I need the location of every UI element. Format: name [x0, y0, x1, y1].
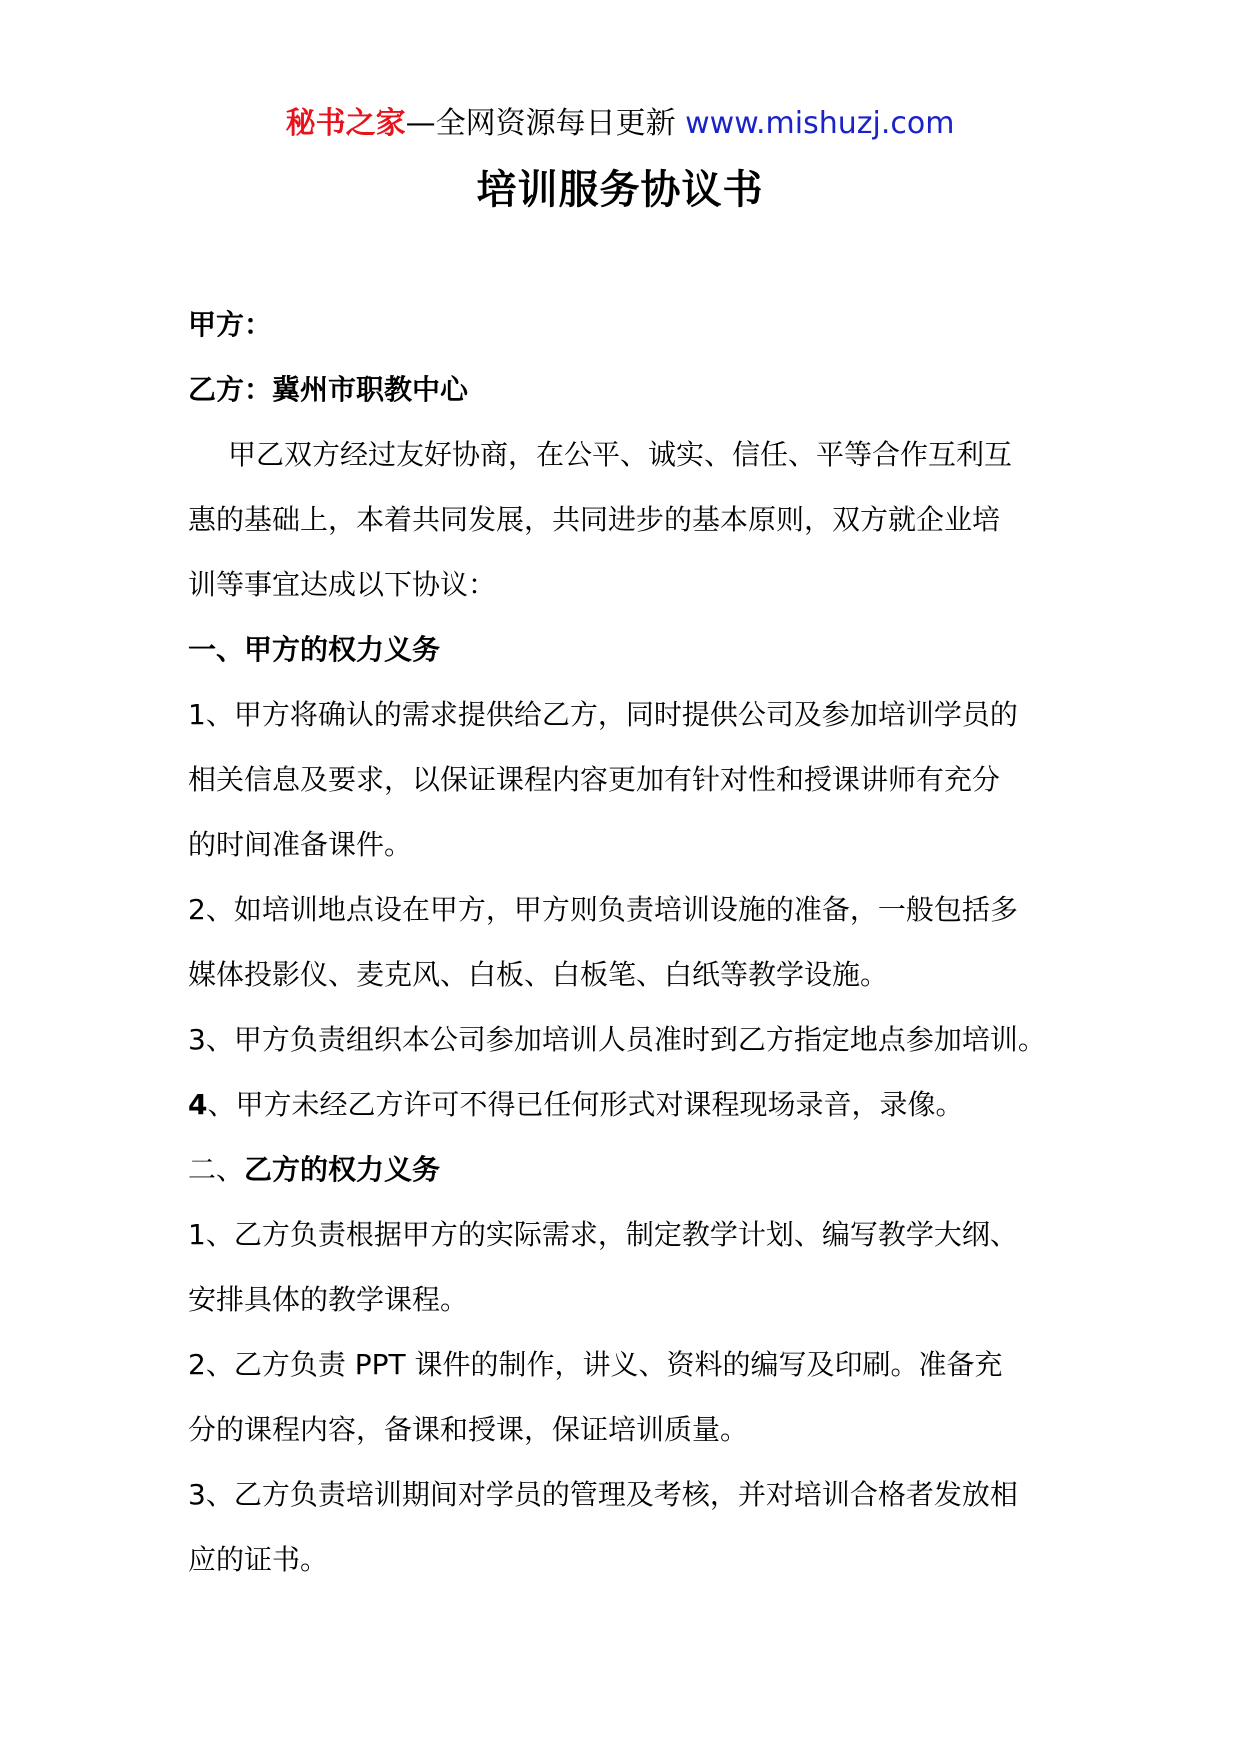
header-slogan: —全网资源每日更新	[405, 106, 686, 141]
section-2-heading-prefix: 二、	[188, 1153, 245, 1186]
document-body	[188, 292, 1068, 1592]
document-title: 培训服务协议书	[476, 167, 764, 213]
clause-line: 应的证书。	[188, 1543, 329, 1576]
clause-line: 2、乙方负责 PPT 课件的制作，讲义、资料的编写及印刷。准备充	[188, 1348, 1003, 1381]
section-2-heading	[188, 1137, 1068, 1202]
clause-line: 安排具体的教学课程。	[188, 1283, 469, 1316]
site-header	[0, 100, 1240, 148]
clause-text: 、甲方未经乙方许可不得已任何形式对课程现场录音，录像。	[207, 1088, 964, 1121]
intro-line: 训等事宜达成以下协议：	[188, 568, 497, 601]
clause-line: 相关信息及要求，以保证课程内容更加有针对性和授课讲师有充分	[188, 763, 1001, 796]
intro-line: 甲乙双方经过友好协商，在公平、诚实、信任、平等合作互利互	[228, 438, 1013, 471]
site-url-link[interactable]: www.mishuzj.com	[685, 106, 955, 141]
clause-line: 2、如培训地点设在甲方，甲方则负责培训设施的准备，一般包括多	[188, 893, 1018, 926]
party-a-line	[188, 292, 1068, 357]
section-2-heading-text: 乙方的权力义务	[244, 1153, 441, 1186]
clause-line: 1、乙方负责根据甲方的实际需求，制定教学计划、编写教学大纲、	[188, 1218, 1018, 1251]
brand-name: 秘书之家	[285, 106, 406, 141]
party-a-label: 甲方：	[188, 308, 273, 341]
party-b-label: 乙方：	[188, 373, 273, 406]
clause-line: 分的课程内容，备课和授课，保证培训质量。	[188, 1413, 749, 1446]
section-1-heading: 一、甲方的权力义务	[188, 633, 441, 666]
intro-line: 惠的基础上，本着共同发展，共同进步的基本原则，双方就企业培	[188, 503, 1001, 536]
clause-line: 3、乙方负责培训期间对学员的管理及考核，并对培训合格者发放相	[188, 1478, 1018, 1511]
clause-line: 媒体投影仪、麦克风、白板、白板笔、白纸等教学设施。	[188, 958, 889, 991]
party-b-value: 冀州市职教中心	[272, 373, 469, 406]
party-b-line	[188, 357, 1068, 422]
clause-line: 1、甲方将确认的需求提供给乙方，同时提供公司及参加培训学员的	[188, 698, 1018, 731]
clause-number: 4	[188, 1088, 208, 1121]
clause-line: 的时间准备课件。	[188, 828, 413, 861]
clause-line	[188, 1072, 1068, 1137]
clause-line: 3、甲方负责组织本公司参加培训人员准时到乙方指定地点参加培训。	[188, 1023, 1046, 1056]
